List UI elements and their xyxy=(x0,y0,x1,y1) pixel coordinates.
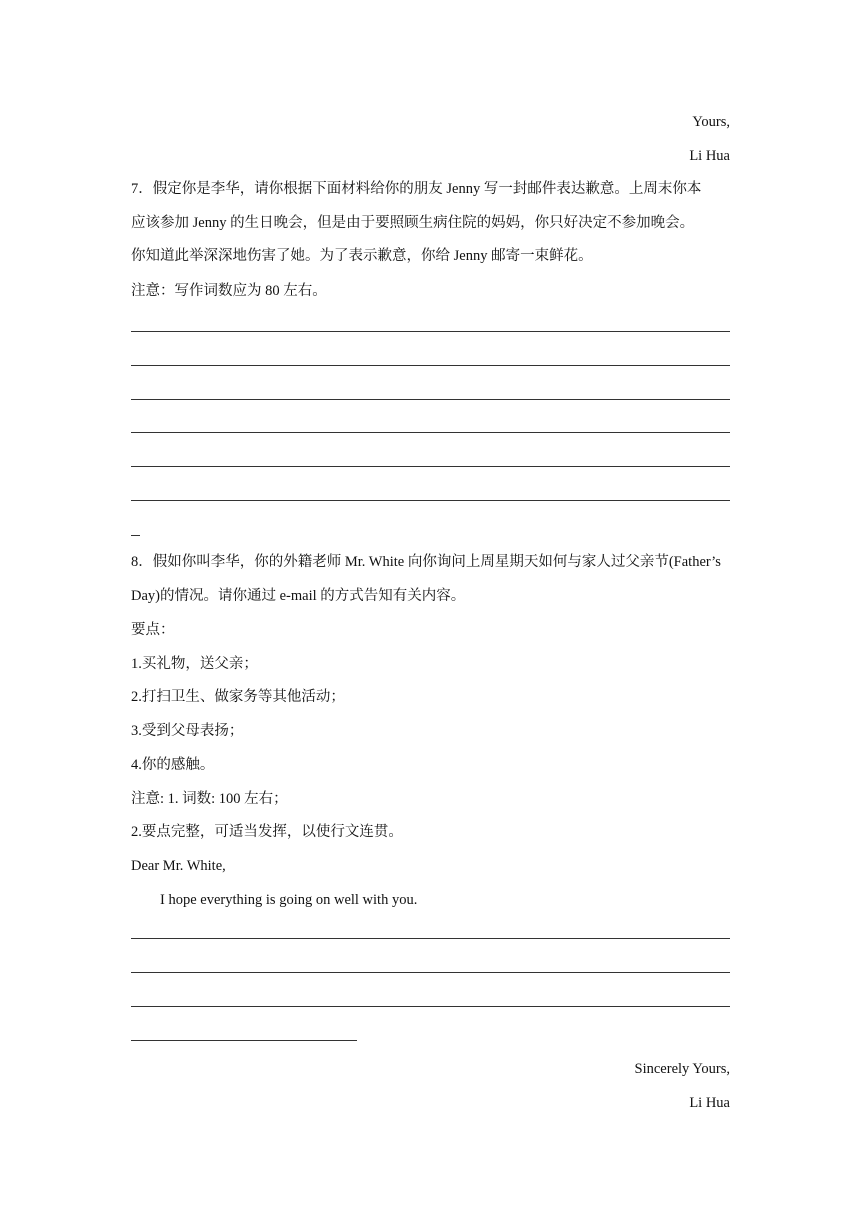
q8-prompt-line-2: Day)的情况。请你通过 e-mail 的方式告知有关内容。 xyxy=(131,588,466,604)
q8-note-2: 2.要点完整，可适当发挥，以使行文连贯。 xyxy=(131,824,403,840)
q8-prompt-line-1: 8．假如你叫李华，你的外籍老师 Mr. White 向你询问上周星期天如何与家人过父亲节(Father’s xyxy=(131,554,721,570)
q8-point-2: 2.打扫卫生、做家务等其他活动； xyxy=(131,689,345,705)
q7-prompt-line-1: 7．假定你是李华，请你根据下面材料给你的朋友 Jenny 写一封邮件表达歉意。上周末你本 xyxy=(131,181,702,197)
letter-signature-top: Li Hua xyxy=(689,148,730,164)
q7-answer-line xyxy=(131,432,730,433)
q8-note-1: 注意: 1. 词数: 100 左右； xyxy=(131,791,288,807)
q8-closing: Sincerely Yours, xyxy=(634,1061,730,1077)
q7-answer-line-stub xyxy=(131,535,140,536)
q8-points-title: 要点： xyxy=(131,622,175,638)
q8-answer-line xyxy=(131,1006,730,1007)
q8-answer-line xyxy=(131,938,730,939)
q8-answer-line-short xyxy=(131,1040,357,1041)
q8-point-1: 1.买礼物，送父亲； xyxy=(131,656,258,672)
q7-answer-line xyxy=(131,466,730,467)
letter-closing-top: Yours, xyxy=(692,114,730,130)
q8-point-3: 3.受到父母表扬； xyxy=(131,723,244,739)
q7-answer-line xyxy=(131,331,730,332)
q7-answer-line xyxy=(131,399,730,400)
q8-greeting: Dear Mr. White, xyxy=(131,858,226,874)
q7-answer-line xyxy=(131,500,730,501)
q7-answer-line xyxy=(131,365,730,366)
q7-prompt-line-3: 你知道此举深深地伤害了她。为了表示歉意，你给 Jenny 邮寄一束鲜花。 xyxy=(131,248,593,264)
q8-point-4: 4.你的感触。 xyxy=(131,757,215,773)
q8-signature: Li Hua xyxy=(689,1095,730,1111)
q8-answer-line xyxy=(131,972,730,973)
q7-prompt-line-2: 应该参加 Jenny 的生日晚会，但是由于要照顾生病住院的妈妈，你只好决定不参加晚会。 xyxy=(131,215,695,231)
q8-opening-sentence: I hope everything is going on well with you. xyxy=(160,892,418,908)
q7-word-count-note: 注意：写作词数应为 80 左右。 xyxy=(131,283,327,299)
